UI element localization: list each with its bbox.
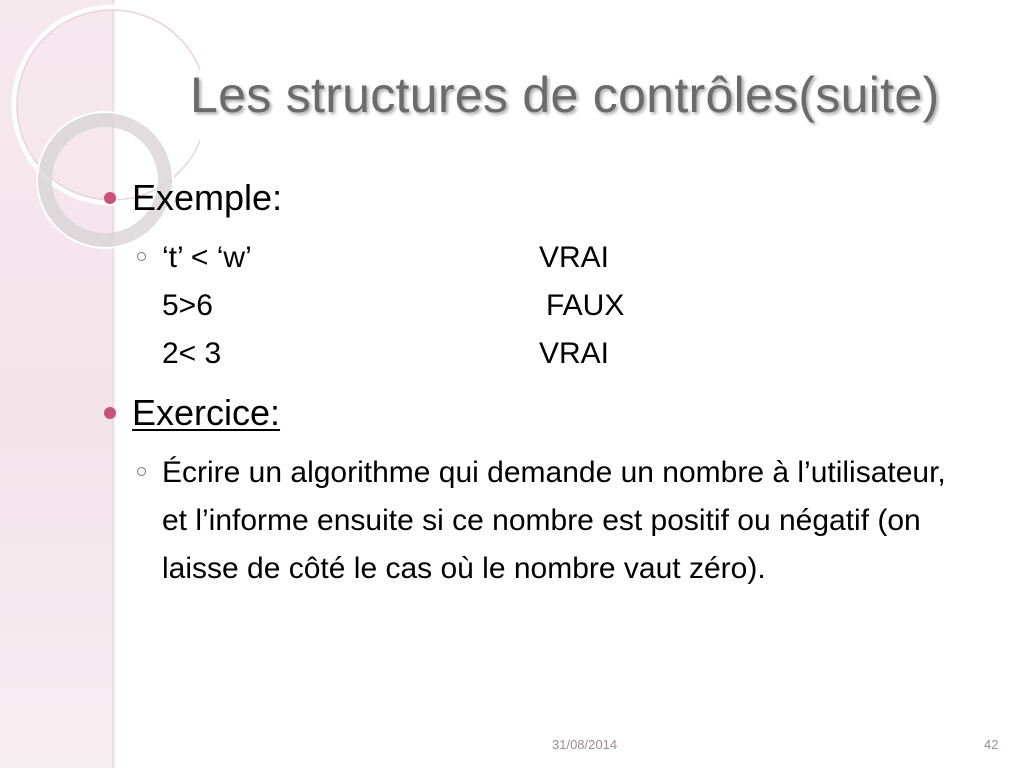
exercise-text: Écrire un algorithme qui demande un nombre à l’utilisateur, et l’informe ensuite si ce nombre est positif ou négatif (on laisse de côté le cas où le nombre vaut zéro). <box>162 456 946 585</box>
example-result: FAUX <box>546 289 625 322</box>
example-expression: ‘t’ < ‘w’ <box>162 241 252 274</box>
sub-bullet-ring-icon <box>137 467 146 476</box>
slide-number: 42 <box>984 737 999 752</box>
example-expression: 2< 3 <box>162 337 222 370</box>
bullet-dot-icon <box>104 407 116 419</box>
bullet-exercise-label: Exercice: <box>132 392 281 433</box>
slide-title: Les structures de contrôles(suite) <box>190 67 940 123</box>
footer-date: 31/08/2014 <box>552 737 618 752</box>
example-result: VRAI <box>539 241 610 274</box>
sub-bullet-ring-icon <box>137 252 146 261</box>
decorative-circles <box>0 0 200 260</box>
example-expression: 5>6 <box>162 289 213 322</box>
bullet-example <box>132 178 282 218</box>
bullet-example-label: Exemple: <box>132 177 283 218</box>
bullet-dot-icon <box>104 192 116 204</box>
example-result: VRAI <box>539 337 610 370</box>
exercise-item <box>162 449 962 593</box>
bullet-exercise <box>132 393 280 433</box>
